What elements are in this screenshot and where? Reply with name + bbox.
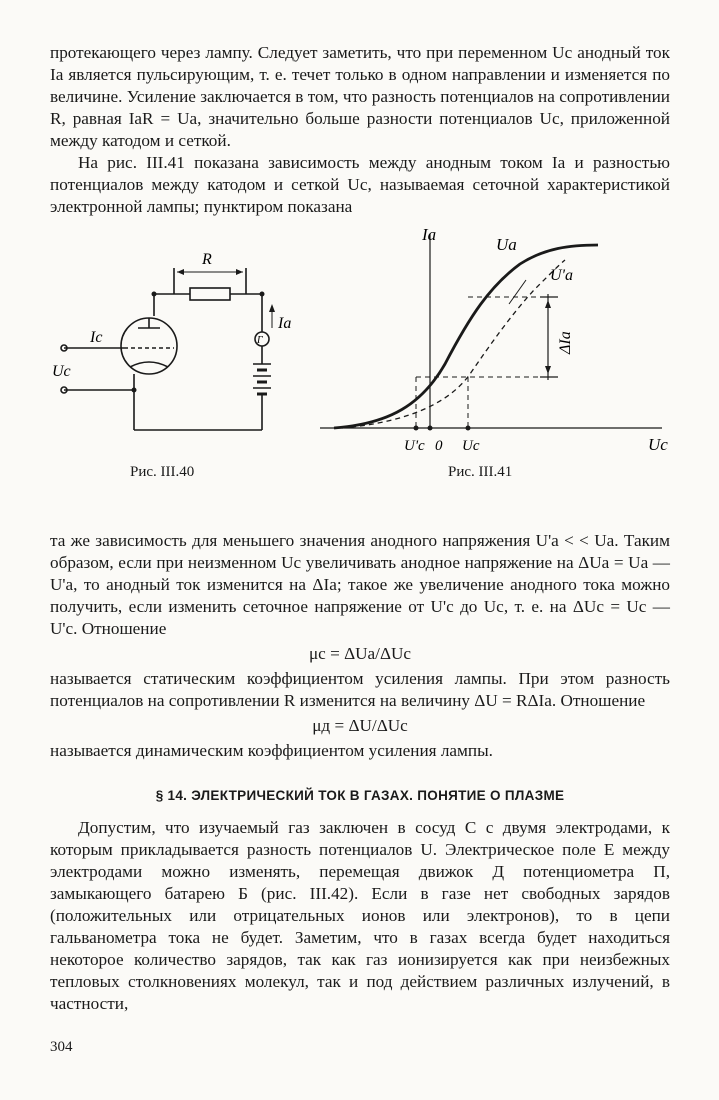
paragraph-1: протекающего через лампу. Следует заметить, что при переменном Uc анодный ток Iа является пульсирующим, т. е. течет только в одном направлении и изменяется по величине. Усиление заключается в том, что разность потенциалов на сопротивлении R, равная IаR = Uа, значительно больше разности потенциалов Uc, приложенной между катодом и сеткой.: [50, 43, 670, 150]
paragraph-2: На рис. III.41 показана зависимость между анодным током Iа и разностью потенциалов между катодом и сеткой Uc, называемая сеточной характеристикой электронной лампы; пунктиром показана: [50, 153, 670, 216]
label-r: R: [202, 251, 212, 268]
formula-dynamic-gain: μд = ΔU/ΔUc: [312, 716, 408, 735]
paragraph-3: та же зависимость для меньшего значения анодного напряжения U'а < < Uа. Таким образом, если при неизменном Uc увеличивать анодное напряжение на ΔUа = Uа — U'а, то анодный ток изменится на ΔIа; такое же увеличение анодного тока можно получить, если изменить сеточное напряжение от U'c до Uc, т. е. на ΔUc = Uc — U'c. Отношение: [50, 531, 670, 638]
caption-iii-41: Рис. III.41: [448, 464, 513, 480]
label-uc: Uc: [52, 363, 71, 380]
tick-zero: 0: [435, 438, 443, 454]
label-ia: Iа: [278, 315, 292, 332]
tick-uc-prime: U'c: [404, 438, 425, 454]
axis-y-label: Iа: [422, 225, 437, 244]
label-galvanometer: Г: [257, 335, 263, 346]
label-ic: Ic: [90, 329, 103, 346]
paragraph-5: называется динамическим коэффициентом усиления лампы.: [50, 741, 493, 760]
paragraph-6: Допустим, что изучаемый газ заключен в сосуд C с двумя электродами, к которым прикладывается разность потенциалов U. Электрическое поле E между электродами можно изменять, перемещая движок Д потенциометра П, замыкающего батарею Б (рис. III.42). Если в газе нет свободных зарядов (положительных или отрицательных ионов или электронов), то в цепи гальванометра тока не будет. Заметим, что в газах всегда будет находиться некоторое количество зарядов, так как газ ионизируется как при неизбежных тепловых столкновениях молекул, так и под действием различных излучений, в частности,: [50, 818, 670, 1013]
curve-ua-label: Uа: [496, 235, 517, 254]
paragraph-4: называется статическим коэффициентом усиления лампы. При этом разность потенциалов на сопротивлении R изменится на величину ΔU = RΔIа. Отношение: [50, 669, 670, 710]
tick-uc: Uc: [462, 438, 480, 454]
caption-iii-40: Рис. III.40: [130, 464, 195, 480]
section-heading: § 14. ЭЛЕКТРИЧЕСКИЙ ТОК В ГАЗАХ. ПОНЯТИЕ О ПЛАЗМЕ: [155, 788, 565, 803]
page-body: [50, 42, 670, 1015]
page-number: 304: [50, 1039, 73, 1055]
delta-ia-label: ΔIа: [557, 331, 574, 354]
figures: [50, 224, 670, 530]
curve-ua-prime-label: U'а: [550, 267, 573, 284]
axis-x-label: Uc: [648, 435, 668, 454]
formula-static-gain: μc = ΔUа/ΔUc: [308, 644, 412, 663]
figure-iii-41-graph: [50, 224, 670, 530]
